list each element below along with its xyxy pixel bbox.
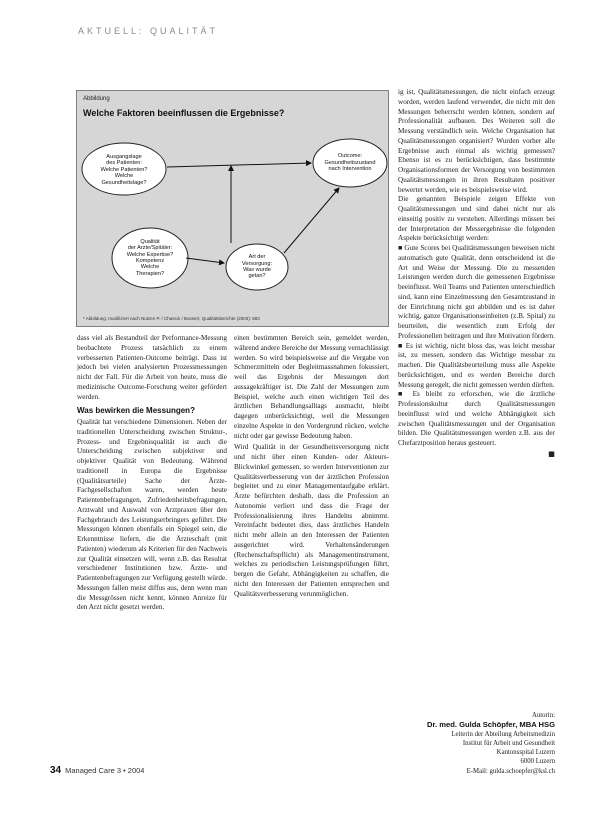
author-line-2: Institut für Arbeit und Gesundheit bbox=[462, 739, 555, 747]
author-line-1: Leiterin der Abteilung Arbeitsmedizin bbox=[451, 730, 555, 738]
page-footer bbox=[50, 765, 144, 776]
column-2 bbox=[234, 334, 389, 759]
page-number: 34 bbox=[50, 765, 62, 776]
end-mark: ■ bbox=[548, 448, 555, 458]
col2-paragraph-2: Wird Qualität in der Gesundheitsversorgung nicht und nicht über einen Kunden- oder Akteurs-Blickwinkel gemessen, so werden Interventionen zur Qualitätsverbesserung von der ärztlichen Profession begleitet und zu einer Managementaufgabe erklärt. Ärzte befürchten deshalb, dass die Profession an Autonomie verliert und dass die Frage der Professionalisierung ihres Handelns abnimmt. Vereinfacht bedeutet dies, dass ärztliches Handeln nicht mehr allein an den Interessen der Patienten ausgerichtet wird. Verhaltensänderungen (Rechenschaftspflicht) als Managementinstrument, welches zu periodischen Leistungsprüfungen führt, bergen die Gefahr, Abhängigkeiten zu schaffen, die nicht den Interessen der Patienten entsprechen und Qualitätsverbesserung verunmöglichen. bbox=[234, 443, 389, 598]
figure-diagram bbox=[77, 91, 390, 328]
col3-bullet-1: ■ Gute Scores bei Qualitätsmessungen beweisen nicht automatisch gute Qualität, denn entscheidend ist die Art und Weise der Messung. Die zu messenden Leistungen werden durch die gemessenen Ergebnisse beeinflusst. Weil Teams und Patienten unterschiedlich sind, kann eine Einzelmessung den Gesamtzustand in der Einrichtung nicht gut abbilden und es ist daher wichtig, ganze Organisationseinheiten (z.B. Spital) zu beurteilen, die wesentlich zum Erfolg der Professionellen beitragen und ihre Motivation fördern. bbox=[398, 244, 555, 340]
author-box bbox=[398, 711, 555, 776]
figure-title: Welche Faktoren beeinflussen die Ergebnisse? bbox=[83, 108, 285, 118]
arrow-versorgung-outcome bbox=[284, 188, 339, 253]
column-3 bbox=[398, 88, 555, 708]
node-outcome-text: Outcome: Gesundheitszustand nach Intervention bbox=[324, 153, 376, 173]
col3-paragraph-1: ig ist, Qualitätsmessungen, die nicht einfach erzeugt worden, werden laufend verwendet, die nicht mit den Messungen beherrscht werden können, sondern auf Professionalität aufbauen. Des Weiteren soll die Messung verständlich sein. Welche Organisation hat Qualitätsmessungen organisiert? Wurden vorher alle Ergebnisse auch einmal als wichtig gemessen? Ebenso ist es zu berücksichtigen, dass bestimmte Organisationsformen der Versorgung von bestimmten Qualitätsmessungen in ihren Resultaten positiver bewertet werden, wie es beispielsweise wird. bbox=[398, 88, 555, 194]
author-line-4: 6000 Luzern bbox=[520, 758, 555, 766]
col3-bullet-3: ■ Es bleibt zu erforschen, wie die ärztliche Professionskultur durch Qualitätsmessungen beeinflusst wird und welche Abhängigkeit sich zwischen Qualitätsmessungen und der Organisation bilden. Die Qualitätsmessungen werden z.B. aus der Chefarztposition heraus gesteuert. bbox=[398, 390, 555, 447]
figure-label: Abbildung bbox=[83, 96, 110, 102]
figure-source: * Abbildung: modifiziert nach Nutzen P. / Chassin / Bossert, Qualitätsberichte (2003): 683 bbox=[83, 316, 260, 321]
col1-paragraph-2: Qualität hat verschiedene Dimensionen. Neben der traditionellen Unterscheidung zwischen Struktur-, Prozess- und Ergebnisqualität ist auch die Unterscheidung zwischen subjektiver und objektiver Qualität von Bedeutung. Während traditionell in Europa die Ergebnisse (Qualitätsurteile) Sache der Ärzte-Fachgesellschaften waren, werden heute Patientenbefragungen, Zufriedenheitsbefragungen, Arztwahl und Auswahl von Arztpraxen über den Fachgebrauch des Leistungserbringers geführt. Die Messungen können ebenfalls ein Spiegel sein, die Erkenntnisse liefern, die die Ärzteschaft (mit Patienten) wiederum als Kriterien für den Nachweis zur Qualität einsetzen will, wenn z.B. das Resultat verschiedener Institutionen bzw. Ärzte- und Patientenbefragungen zur Verfügung gestellt würde. Messungen fallen meist diffus aus, denn wenn man die Messgrössen nicht kennt, können Anreize für den Arzt nicht gesetzt werden. bbox=[77, 418, 227, 612]
arrow-ausgangslage-outcome bbox=[167, 163, 311, 167]
running-head: AKTUELL: QUALITÄT bbox=[78, 26, 219, 36]
col3-paragraph-2: Die genannten Beispiele zeigen Effekte von Qualitätsmessungen und sind dabei nicht nur als einseitig positiv zu verstehen. Allerdings müssen bei der Interpretation der Messergebnisse die folgenden Aspekte berücksichtigt werden: bbox=[398, 195, 555, 243]
col2-paragraph-1: einen bestimmten Bereich sein, gemeldet werden, während andere Bereiche der Messung vernachlässigt werden. So wird beispielsweise auf die Vergabe von Schmerzmitteln oder Begleitmassnahmen fokussiert, weil das Ergebnis der Messungen dort aussagekräftiger ist. Die Zahl der Messungen zum Beispiel, welche auch einen wichtigen Teil des ärztlichen Behandlungsalltags ausmacht, bleibt dagegen unberücksichtigt, weil die Messungen einzelne Aspekte in den Vordergrund rücken, welche nicht oder gar gewisse Bedeutung haben. bbox=[234, 334, 389, 440]
author-line-3: Kantonsspital Luzern bbox=[496, 749, 555, 757]
author-name: Dr. med. Gulda Schöpfer, MBA HSG bbox=[427, 720, 555, 730]
journal-name: Managed Care 3 • 2004 bbox=[65, 766, 145, 775]
node-qualitaet-text: Qualität der Arzte/Spitäler: Welche Expertise? Kompetenz Welche Therapien? bbox=[126, 238, 174, 277]
author-label: Autorin: bbox=[531, 712, 555, 719]
heading-messungen: Was bewirken die Messungen? bbox=[77, 406, 195, 416]
col3-bullet-2: ■ Es ist wichtig, nicht bloss das, was leicht messbar ist, zu messen, sondern das Wichtige messbar zu machen. Die Qualitätsbeurteilung muss alle Aspekte berücksichtigen, und es werden Bereiche durch Messung geregelt, die nicht gemessen werden dürften. bbox=[398, 341, 555, 389]
node-ausgangslage-text: Ausgangslage des Patienten: Welche Patienten? Welche Gesundheitslage? bbox=[100, 153, 148, 186]
node-versorgung-text: Art der Versorgung: Was wurde getan? bbox=[241, 254, 273, 280]
column-1 bbox=[77, 334, 227, 759]
figure bbox=[76, 90, 389, 327]
arrow-qualitaet-versorgung bbox=[186, 258, 224, 263]
author-email: E-Mail: gulda.schoepfer@ksl.ch bbox=[466, 767, 555, 775]
col1-paragraph-1: dass viel als Bestandteil der Performance-Messung beobachtete Prozess tatsächlich zu einem verbesserten Patienten-Outcome beiträgt. Dass ist jedoch bei vielen analysierten Prozessmessungen nicht der Fall. Für die Arbeit von heute, muss die medizinische Outcome-Forschung weiter gefördert werden. bbox=[77, 334, 227, 401]
